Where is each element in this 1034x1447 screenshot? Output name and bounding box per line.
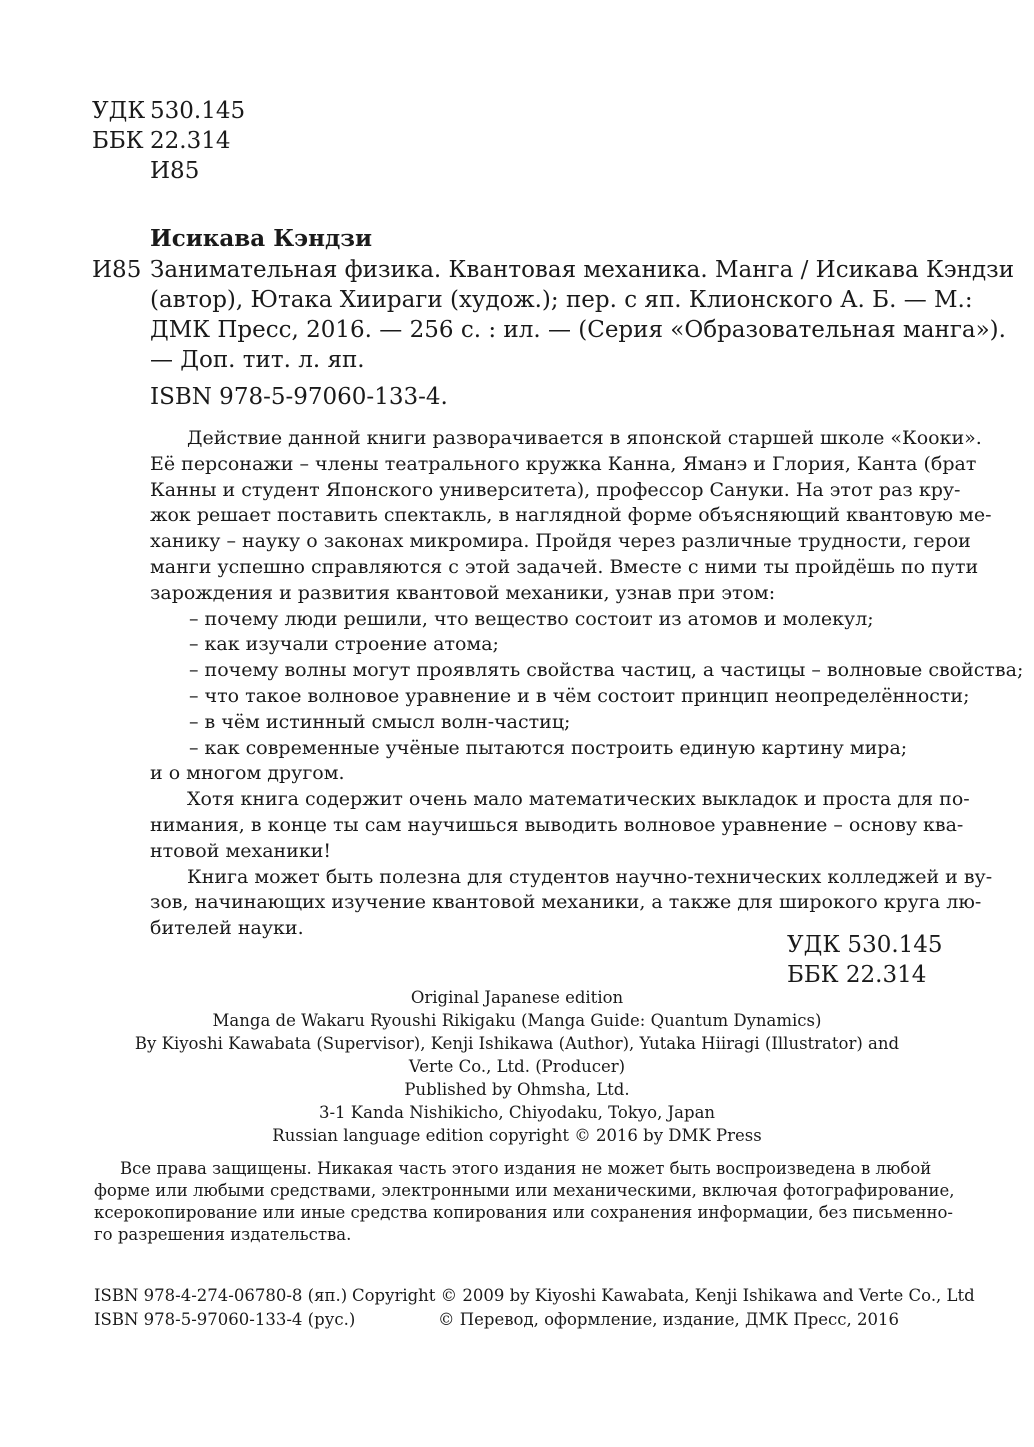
annotation-line: и о многом другом. (150, 762, 345, 785)
annotation-line: Канны и студент Японского университета), профессор Сануки. На этот раз кру- (150, 478, 961, 501)
annotation-line: жок решает поставить спектакль, в наглядной форме объясняющий квантовую ме- (150, 504, 992, 527)
bbk-right: ББК 22.314 (787, 962, 927, 988)
bullet-item: – как современные учёные пытаются построить единую картину мира; (189, 736, 908, 759)
description-line: Занимательная физика. Квантовая механика. Манга / Исикава Кэндзи (150, 257, 1015, 283)
isbn-ru: ISBN 978-5-97060-133-4 (рус.) (94, 1310, 356, 1329)
bullet-item: – что такое волновое уравнение и в чём состоит принцип неопределённости; (189, 684, 970, 707)
udk-value: 530.145 (150, 98, 246, 124)
bbk-code (92, 126, 231, 156)
rights-line: го разрешения издательства. (94, 1225, 352, 1244)
annotation-line: нтовой механики! (150, 839, 332, 862)
udk-code (92, 96, 246, 126)
isbn-jp: ISBN 978-4-274-06780-8 (яп.) (94, 1286, 348, 1305)
bbk-value: 22.314 (150, 128, 231, 154)
edition-line: Original Japanese edition (410, 988, 624, 1007)
catalog-mark: И85 (92, 257, 142, 283)
annotation-line: зов, начинающих изучение квантовой механики, а также для широкого круга лю- (150, 891, 982, 914)
edition-line: By Kiyoshi Kawabata (Supervisor), Kenji Ishikawa (Author), Yutaka Hiiragi (Illustrator) and (134, 1034, 900, 1053)
udk-label: УДК (92, 98, 146, 124)
copyright-jp: Copyright © 2009 by Kiyoshi Kawabata, Kenji Ishikawa and Verte Co., Ltd (352, 1286, 975, 1305)
description-line: — Доп. тит. л. яп. (150, 347, 365, 373)
edition-line: Verte Co., Ltd. (Producer) (408, 1057, 626, 1076)
rights-notice (94, 1158, 955, 1246)
edition-line: Published by Ohmsha, Ltd. (404, 1080, 630, 1099)
annotation-line: манги успешно справляются с этой задачей. Вместе с ними ты пройдёшь по пути (150, 555, 979, 578)
description-line: (автор), Ютака Хиираги (худож.); пер. с яп. Клионского А. Б. — М.: (150, 287, 973, 313)
catalog-description (150, 255, 1015, 375)
rights-line: форме или любыми средствами, электронными или механическими, включая фотографирование, (94, 1181, 955, 1200)
rights-line: ксерокопирование или иные средства копирования или сохранения информации, без письменно- (94, 1203, 953, 1222)
annotation-line: Её персонажи – члены театрального кружка Канна, Яманэ и Глория, Канта (брат (150, 452, 977, 475)
bullet-item: – почему волны могут проявлять свойства частиц, а частицы – волновые свойства; (189, 659, 1024, 682)
bullet-item: – в чём истинный смысл волн-частиц; (189, 710, 571, 733)
description-line: ДМК Пресс, 2016. — 256 с. : ил. — (Серия «Образовательная манга»). (150, 317, 1006, 343)
rights-line: Все права защищены. Никакая часть этого издания не может быть воспроизведена в любой (120, 1159, 932, 1178)
edition-line: Russian language edition copyright © 2016 by DMK Press (272, 1126, 762, 1145)
annotation-line: бителей науки. (150, 917, 304, 940)
edition-line: Manga de Wakaru Ryoushi Rikigaku (Manga Guide: Quantum Dynamics) (212, 1011, 822, 1030)
copyright-ru: © Перевод, оформление, издание, ДМК Пресс, 2016 (438, 1310, 900, 1329)
annotation-line: нимания, в конце ты сам научишься выводить волновое уравнение – основу ква- (150, 813, 964, 836)
annotation-line: зарождения и развития квантовой механики, узнав при этом: (150, 581, 776, 604)
annotation-line: Книга может быть полезна для студентов научно-технических колледжей и ву- (187, 865, 993, 888)
author-name: Исикава Кэндзи (150, 225, 373, 252)
annotation-line: Действие данной книги разворачивается в японской старшей школе «Кооки». (187, 427, 982, 449)
bullet-item: – как изучали строение атома; (189, 633, 499, 656)
bullet-item: – почему люди решили, что вещество состоит из атомов и молекул; (189, 607, 874, 630)
annotation (150, 426, 1024, 942)
author-mark: И85 (150, 158, 200, 184)
isbn-line: ISBN 978-5-97060-133-4. (150, 384, 448, 410)
annotation-line: Хотя книга содержит очень мало математических выкладок и проста для по- (187, 788, 970, 811)
bbk-label: ББК (92, 128, 144, 154)
annotation-line: ханику – науку о законах микромира. Пройдя через различные трудности, герои (150, 530, 971, 553)
edition-line: 3-1 Kanda Nishikicho, Chiyodaku, Tokyo, Japan (318, 1103, 716, 1122)
original-edition (0, 986, 1034, 1147)
udk-right: УДК 530.145 (787, 932, 943, 958)
